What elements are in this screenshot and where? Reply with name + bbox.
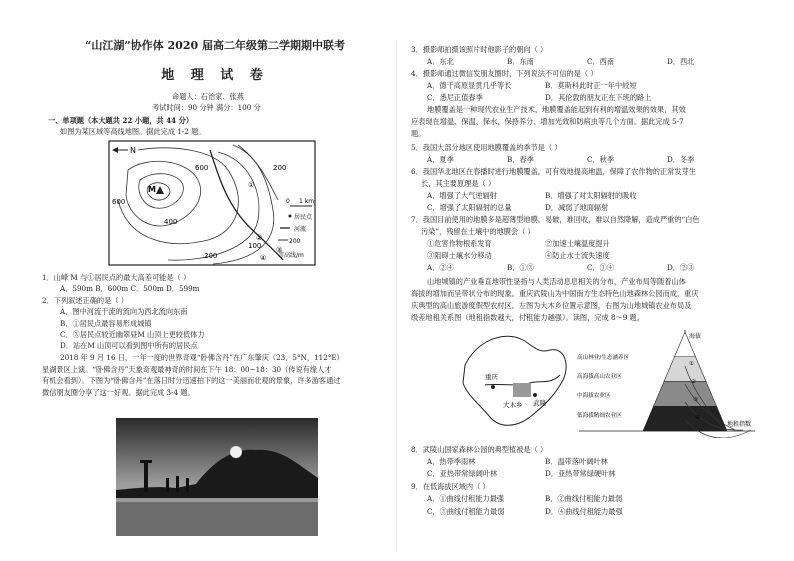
q3-option-c: C．西南 [587,57,615,66]
q9-option-d: D．④曲线付租能力最强 [545,507,623,516]
q9-stem: 9．在低海拔区域内（ ） [411,482,490,491]
passage4-line4: 级差地租关系图（地租指数越大，付租能力越强）。读图，完成 8～9 题。 [411,313,644,322]
q7-item-1: ①危害作物根系发育 [427,239,492,248]
sunset-photo [116,418,318,536]
q6-option-b: B．增强了对太阳辐射的吸收 [545,191,637,200]
section-intro: 如图为某区域等高线地图。据此完成 1-2 题。 [60,127,206,136]
q2-option-c: C．③居民点较近幽翠昼M 山顶上更较低体力 [60,330,205,339]
band-label-3: 中海拔农业区 [577,393,611,399]
q5-option-b: B．春季 [507,155,534,164]
sun-icon [230,446,242,458]
rent-curve-label: ① [689,361,694,367]
location-map [455,325,573,435]
q6-option-c: C．增强了太阳辐射的总量 [427,203,512,212]
land-rent-chart [575,326,760,438]
band-label-1: 高山林业/生态涵养区 [577,355,630,361]
q8-option-a: A．热带季雨林 [427,457,476,466]
contour-label-6: 100 [248,242,262,250]
q6-stem-cont: 长，其主要原理是（ ） [421,179,496,188]
point-4: ④ [260,254,267,262]
q4-option-a: A．德干高原显贯几乎等长 [427,81,512,90]
altitude-band [643,406,727,431]
q8-option-d: D．亚热带常绿硬叶林 [545,469,616,478]
map-legend [278,198,314,259]
label-damu: 大木乡 [503,401,523,409]
peak-label: M [148,185,156,194]
passage2-line4: 微信朋友圈分享了这一好观。据此完成 3-4 题。 [42,388,195,397]
q5-option-c: C．秋季 [587,155,615,164]
q1-options: A．590m B．600m C．500m D．599m [60,284,200,293]
q7-option-d: D．②③ [667,263,695,272]
q7-stem-cont: 污染”，残留在土壤中的地膜会（ ） [421,227,535,236]
passage2-line1: 2018 年 9 月 16 日，一年一度的世界奇观“卧佛含丹”在广东肇庆（23．5°N，112°E） [60,353,344,362]
x-axis-label: 地租指数 [727,421,752,428]
point-2: ② [256,234,263,242]
passage3-line3: 题。 [411,129,426,138]
passage4-line1: 山地城镇的产业垂直地带性显指与人类活动息息相关的分布，产业布局等随着山体 [427,277,686,286]
q2-option-a: A．图中河流干流的流向为西北流向东南 [60,307,188,316]
scale-zero: 0 [286,198,290,205]
altitude-band [664,357,706,382]
q7-option-c: C．①④ [587,263,615,272]
q7-item-4: ④防止水土流失速度 [545,251,610,260]
q2-option-d: D．站在M 山顶可以看到图中所有的居民点 [60,341,198,350]
north-arrow [112,146,136,155]
scale-one: 1 km [299,198,315,205]
q4-option-c: C．悉尼正值春季 [427,93,483,102]
q8-stem: 8．武陵山国家森林公园的典型植被是（ ） [411,445,548,454]
contour-label-2: 600 [195,164,209,172]
q7-option-a: A．②④ [427,263,454,272]
rent-curve-label: ③ [693,397,698,403]
q6-option-d: D．减弱了地面辐射 [545,203,609,212]
band-label-4: 低海拔精细农业区 [577,413,622,419]
q2-stem: 2．下列叙述正确的是（ ） [42,296,128,305]
q1-stem: 1．山峰 M 与①居民点的最大高差可能是（ ） [42,273,191,282]
contour-label-5: 200 [273,164,287,172]
q3-option-b: B．东南 [507,57,534,66]
contour-label-1: 600 [112,198,126,206]
q7-item-2: ②加速土壤温度提升 [545,239,610,248]
legend-settlement: 居民点 [294,214,313,221]
point-3: ③ [276,246,283,254]
q7-item-3: ③阻碍土壤水分移动 [427,251,492,260]
rent-curve-label: ② [691,379,696,385]
band-label-2: 高海拔高山农业区 [577,374,622,380]
q4-option-b: B．莫斯科此时正一年中较短 [545,81,637,90]
contour-map [108,140,316,266]
point-1: ① [248,181,255,189]
q4-option-d: D．其伦敦的朋友正在下班的路上 [545,93,652,102]
passage4-line2: 海拔的增加而呈带状分布的现象。重庆武陵山为中国南方生态特色山地森林公园而成，重庆 [411,289,699,298]
north-label: N [130,146,136,155]
exam-info: 考试时间：90 分钟 满分：100 分 [152,103,261,112]
legend-contour: 等高线/m [278,252,304,259]
q3-option-a: A．东北 [427,57,454,66]
authors: 命题人：石治家、张燕 [172,92,244,101]
section-title: 一、单项题（本大题共 22 小题，共 44 分） [48,116,194,125]
subject-title: 地 理 试 卷 [161,68,269,83]
peak-triangle [156,186,164,194]
q3-stem: 3．摄影师拍摄该照片时他影子的朝向（ ） [411,45,548,54]
q4-stem: 4．摄影师通过微信发朋友圈时，下列说法不可信的是（ ） [411,69,598,78]
q9-option-c: C．③曲线付租能力最弱 [427,507,505,516]
q8-option-b: B．温带落叶阔叶林 [545,457,608,466]
q5-stem: 5．我国大部分地区使用地膜覆盖的季节是（ ） [411,143,562,152]
contour-label-3: 400 [164,218,178,226]
q9-option-b: B．②曲线付租能力最弱 [545,494,623,503]
y-axis-label: 海拔 [689,333,702,340]
rent-curve-label: ④ [695,415,700,421]
passage3-line2: 应表现在增温、保温、保水、保持养分、增加光效和防病虫等几个方面。据此完成 5-7 [411,117,684,126]
q6-option-a: A．增强了大气逆辐射 [427,191,497,200]
q7-option-b: B．①③ [507,263,534,272]
label-chongqing: 重庆 [485,373,498,381]
passage3-line1: 地膜覆盖是一种现代农业生产技术，地膜覆盖能起到有利的增温效果的效果，其效 [427,105,686,114]
q8-option-c: C．亚热带常绿阔叶林 [427,469,498,478]
q9-option-a: A．①曲线付租能力最强 [427,494,505,503]
legend-contour-value: 200 [289,238,301,245]
q5-option-d: D．冬季 [667,155,695,164]
q5-option-a: A．夏季 [427,155,454,164]
q3-option-d: D．西北 [667,57,695,66]
label-wulong: 武隆 [533,399,546,407]
legend-river: 河流 [294,226,307,233]
column-divider [396,40,397,550]
passage4-line3: 庆典型的高山旅游度假型农村区。左图为大木乡位置示意图，右图为山地城镇农业布局及 [411,301,692,310]
q2-option-b: B．①居民点最容易形成城镇 [60,319,152,328]
exam-title: “山江湖”协作体 2020 届高二年级第二学期期中联考 [85,39,345,52]
q7-stem: 7．我国目前使用的地膜多是超薄型地膜，易破，难回收，难以自然降解，造成严重的“白色 [411,215,700,224]
contour-label-4: 200 [204,252,218,260]
passage2-line3: 有机会看到）。下图为“卧佛含丹”在落日时分迅速拍下的这一美丽而壮观的景象，许多游客通过 [42,376,341,385]
passage2-line2: 星湖景区上演。“卧佛含丹”天象奇观最神奇的时间在下午 18：00~18：30（传说有缘人才 [42,365,332,374]
q6-stem: 6．我国华北地区在春播时进行地膜覆盖，可有效地提高地温，保障了农作物的正常发芽生 [411,167,696,176]
